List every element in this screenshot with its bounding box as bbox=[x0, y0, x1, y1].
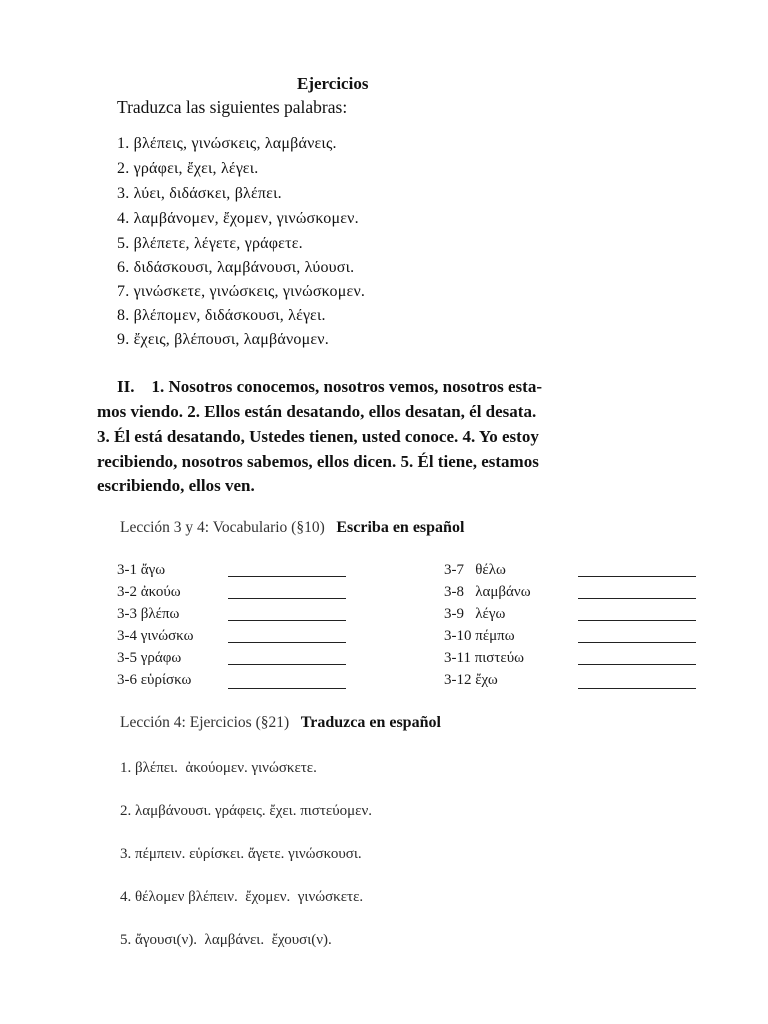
list-item: 3. λύει, διδάσκει, βλέπει. bbox=[117, 185, 282, 202]
vocab-item: 3-3 βλέπω bbox=[117, 606, 180, 622]
list-item: 2. γράφει, ἔχει, λέγει. bbox=[117, 160, 259, 177]
list-item: 4. λαμβάνομεν, ἔχομεν, γινώσκομεν. bbox=[117, 210, 359, 227]
answer-line[interactable] bbox=[578, 664, 696, 665]
answer-line[interactable] bbox=[578, 688, 696, 689]
exercises-heading bbox=[120, 714, 441, 732]
list-item: 9. ἔχεις, βλέπουσι, λαμβάνομεν. bbox=[117, 331, 329, 348]
paragraph-line: escribiendo, ellos ven. bbox=[97, 476, 255, 495]
exercise-item: 1. βλέπει. ἀκούομεν. γινώσκετε. bbox=[120, 760, 317, 776]
list-item: 6. διδάσκουσι, λαμβάνουσι, λύουσι. bbox=[117, 259, 355, 276]
list-item: 8. βλέπομεν, διδάσκουσι, λέγει. bbox=[117, 307, 326, 324]
vocab-item: 3-7 θέλω bbox=[444, 562, 506, 578]
paragraph-line: recibiendo, nosotros sabemos, ellos dicen. 5. Él tiene, estamos bbox=[97, 452, 539, 471]
exercise-item: 2. λαμβάνουσι. γράφεις. ἔχει. πιστεύομεν. bbox=[120, 803, 373, 819]
vocab-item: 3-9 λέγω bbox=[444, 606, 506, 622]
answer-line[interactable] bbox=[578, 598, 696, 599]
instruction: Traduzca las siguientes palabras: bbox=[117, 97, 348, 117]
paragraph-line: mos viendo. 2. Ellos están desatando, ellos desatan, él desata. bbox=[97, 402, 537, 421]
exercise-item: 3. πέμπειν. εὑρίσκει. ἄγετε. γινώσκουσι. bbox=[120, 846, 362, 862]
exercises-heading-text: Lección 4: Ejercicios (§21) bbox=[120, 714, 297, 731]
vocab-item: 3-4 γινώσκω bbox=[117, 628, 194, 644]
exercise-item: 5. ἄγουσι(ν). λαμβάνει. ἔχουσι(ν). bbox=[120, 932, 332, 948]
vocab-item: 3-11 πιστεύω bbox=[444, 650, 525, 666]
vocab-heading-text: Lección 3 y 4: Vocabulario (§10) bbox=[120, 519, 333, 536]
vocab-heading-bold: Escriba en español bbox=[336, 519, 465, 536]
exercise-item: 4. θέλομεν βλέπειν. ἔχομεν. γινώσκετε. bbox=[120, 889, 364, 905]
page-title: Ejercicios bbox=[297, 74, 369, 93]
vocab-item: 3-5 γράφω bbox=[117, 650, 182, 666]
answer-line[interactable] bbox=[578, 576, 696, 577]
vocab-item: 3-10 πέμπω bbox=[444, 628, 515, 644]
paragraph-line: 3. Él está desatando, Ustedes tienen, usted conoce. 4. Yo estoy bbox=[97, 427, 539, 446]
list-item: 1. βλέπεις, γινώσκεις, λαμβάνεις. bbox=[117, 135, 337, 152]
answer-line[interactable] bbox=[228, 664, 346, 665]
answer-line[interactable] bbox=[228, 688, 346, 689]
vocab-item: 3-1 ἄγω bbox=[117, 562, 166, 578]
answer-line[interactable] bbox=[228, 642, 346, 643]
vocab-heading bbox=[120, 519, 464, 537]
answer-line[interactable] bbox=[228, 620, 346, 621]
paragraph-line: II. 1. Nosotros conocemos, nosotros vemos, nosotros esta- bbox=[117, 377, 542, 396]
list-item: 5. βλέπετε, λέγετε, γράφετε. bbox=[117, 235, 303, 252]
answer-line[interactable] bbox=[228, 598, 346, 599]
answer-line[interactable] bbox=[578, 620, 696, 621]
vocab-item: 3-12 ἔχω bbox=[444, 672, 498, 688]
vocab-item: 3-6 εὑρίσκω bbox=[117, 672, 192, 688]
exercises-heading-bold: Traduzca en español bbox=[300, 714, 441, 731]
list-item: 7. γινώσκετε, γινώσκεις, γινώσκομεν. bbox=[117, 283, 366, 300]
vocab-item: 3-8 λαμβάνω bbox=[444, 584, 531, 600]
answer-line[interactable] bbox=[228, 576, 346, 577]
answer-line[interactable] bbox=[578, 642, 696, 643]
vocab-item: 3-2 ἀκούω bbox=[117, 584, 181, 600]
